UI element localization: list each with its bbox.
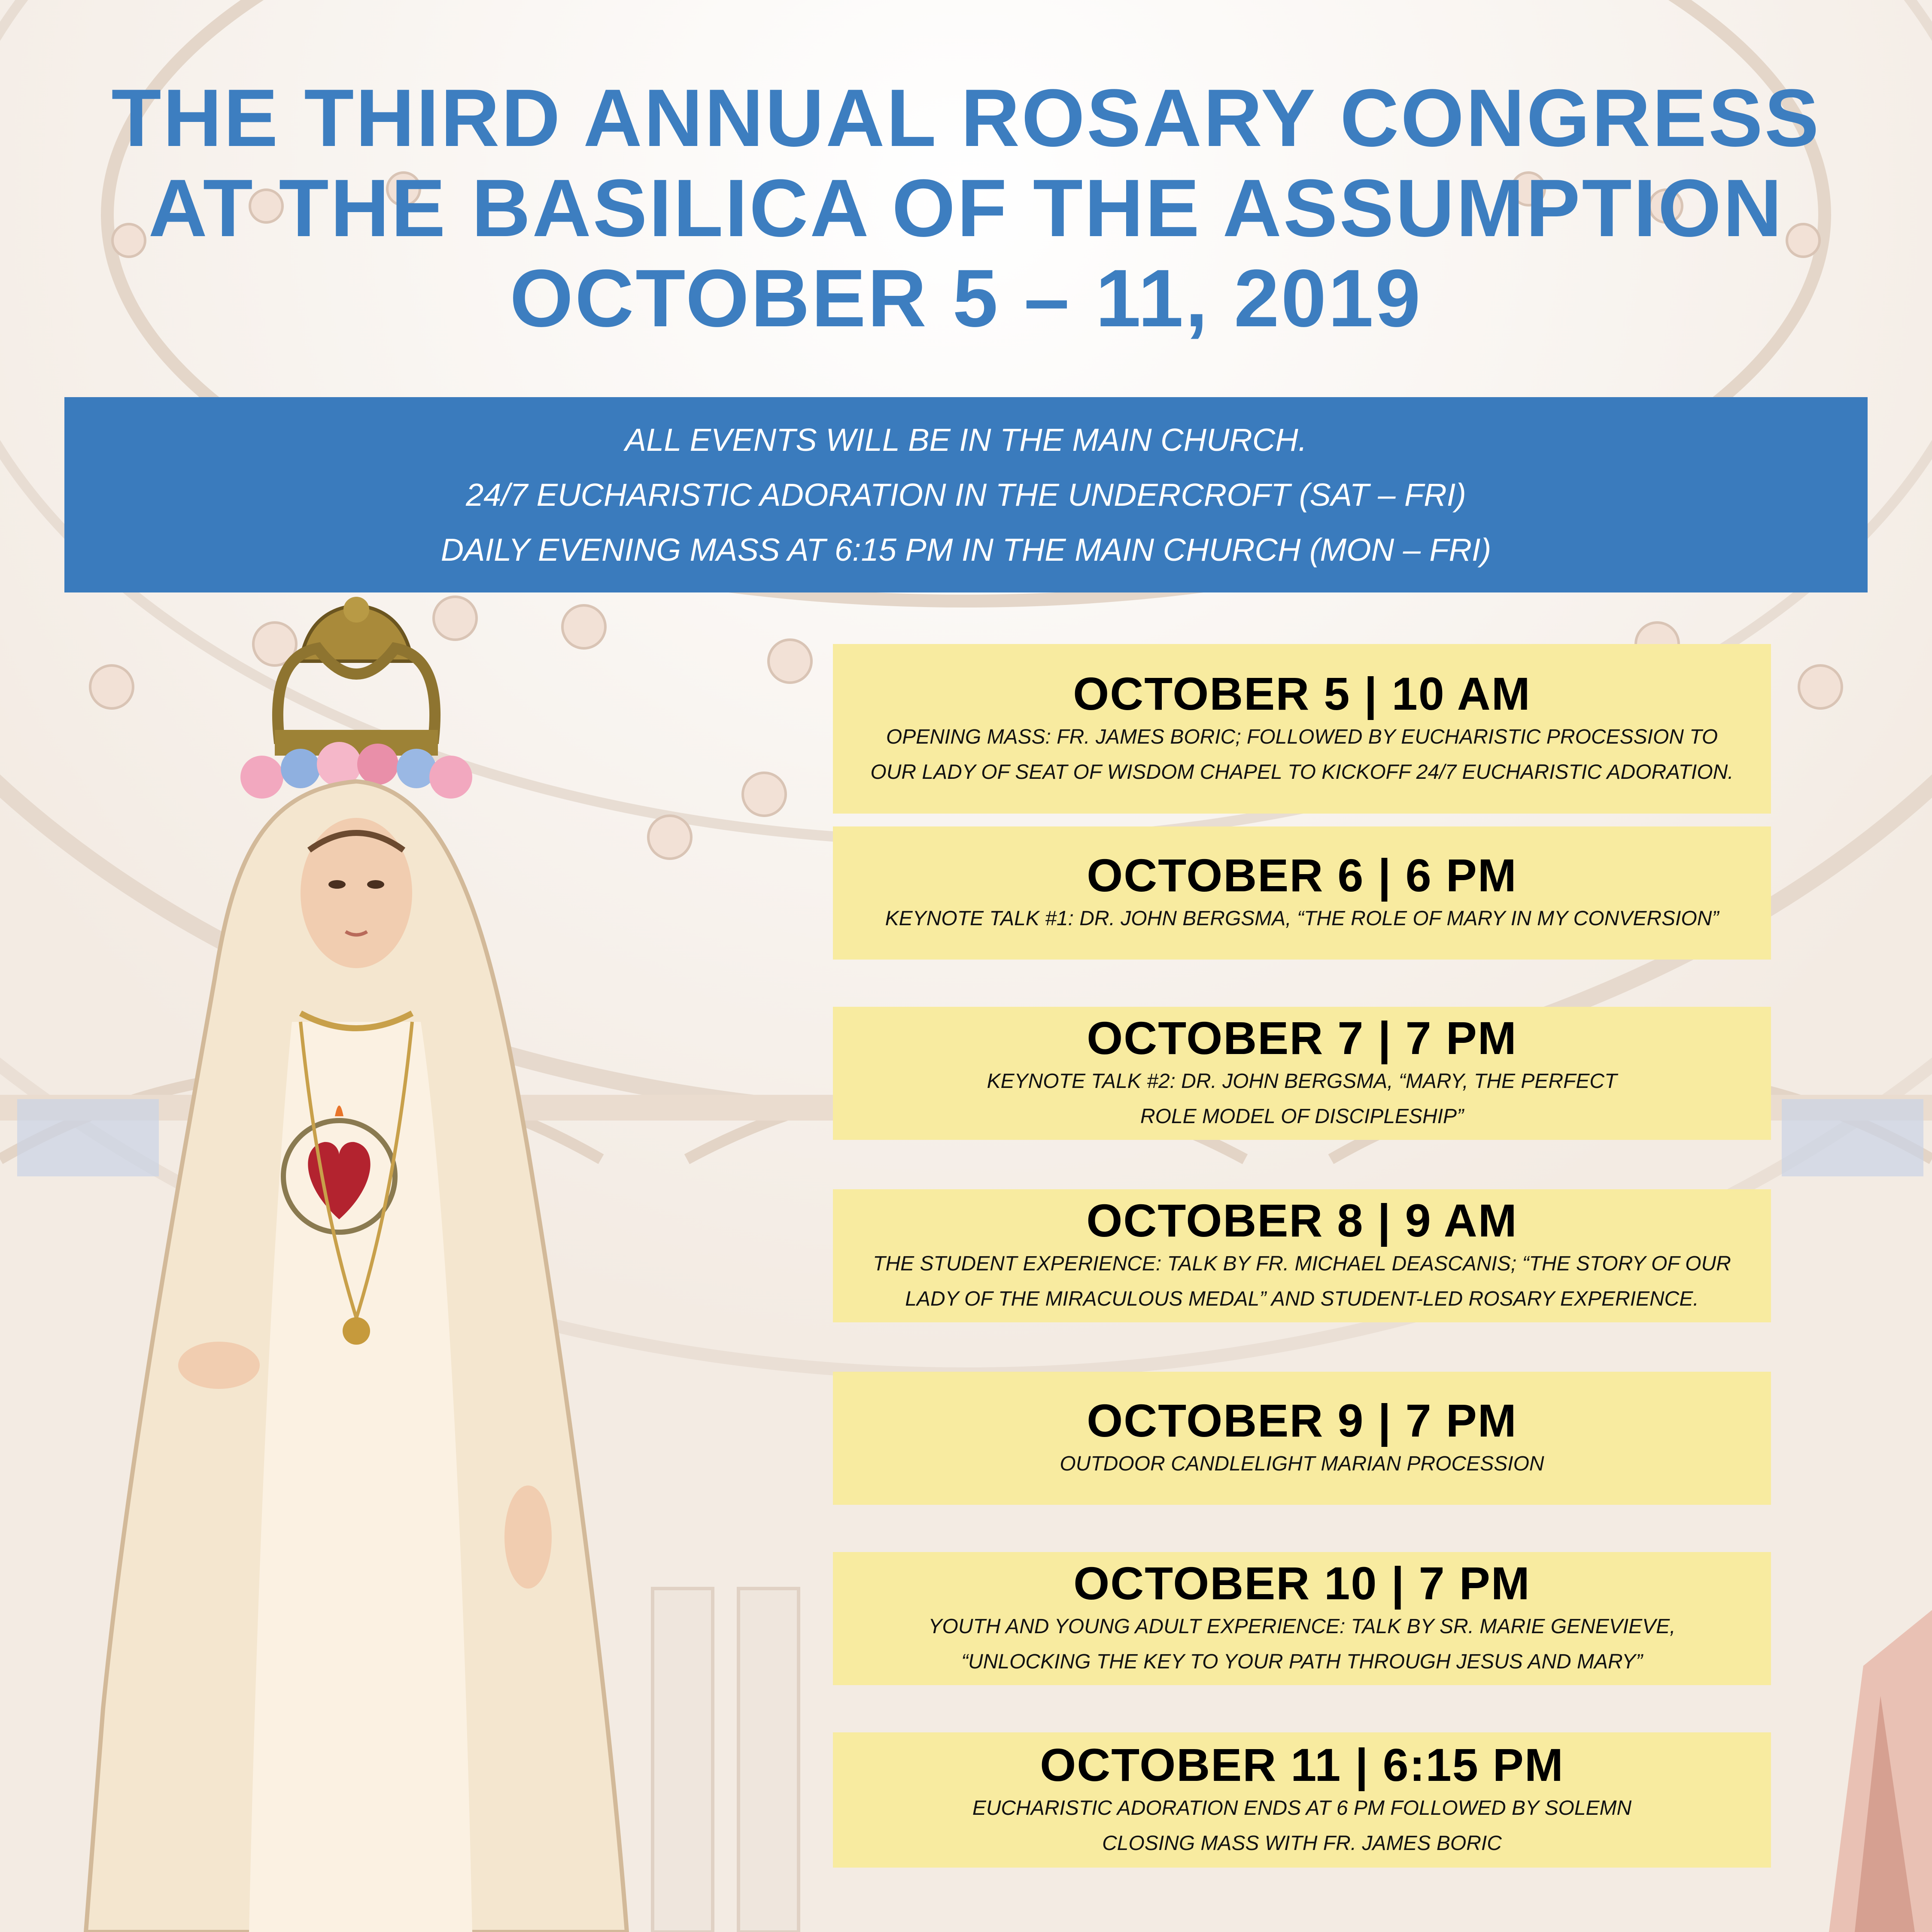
event-description-line-2: OUR LADY OF SEAT OF WISDOM CHAPEL TO KICKOFF 24/7 EUCHARISTIC ADORATION. bbox=[870, 760, 1734, 784]
event-october-7 bbox=[833, 1007, 1771, 1140]
event-october-11 bbox=[833, 1732, 1771, 1868]
event-description-line-1: OUTDOOR CANDLELIGHT MARIAN PROCESSION bbox=[1060, 1452, 1544, 1475]
event-description-line-1: YOUTH AND YOUNG ADULT EXPERIENCE: TALK BY SR. MARIE GENEVIEVE, bbox=[928, 1615, 1676, 1638]
our-lady-of-fatima-statue bbox=[77, 592, 635, 1932]
banner-line-2: 24/7 EUCHARISTIC ADORATION IN THE UNDERCROFT (SAT – FRI) bbox=[466, 477, 1466, 513]
event-october-10 bbox=[833, 1552, 1771, 1685]
event-description-line-1: OPENING MASS: FR. JAMES BORIC; FOLLOWED BY EUCHARISTIC PROCESSION TO bbox=[886, 725, 1718, 748]
event-october-9 bbox=[833, 1372, 1771, 1505]
title-line-3: OCTOBER 5 – 11, 2019 bbox=[510, 253, 1422, 344]
title-line-2: AT THE BASILICA OF THE ASSUMPTION bbox=[148, 163, 1784, 254]
title-line-1: THE THIRD ANNUAL ROSARY CONGRESS bbox=[111, 73, 1821, 164]
event-description-line-1: KEYNOTE TALK #1: DR. JOHN BERGSMA, “THE ROLE OF MARY IN MY CONVERSION” bbox=[885, 907, 1719, 930]
event-description-line-2: LADY OF THE MIRACULOUS MEDAL” AND STUDENT-LED ROSARY EXPERIENCE. bbox=[905, 1288, 1699, 1310]
event-description-line-2: “UNLOCKING THE KEY TO YOUR PATH THROUGH JESUS AND MARY” bbox=[961, 1650, 1643, 1673]
event-title: OCTOBER 9 | 7 PM bbox=[1087, 1394, 1517, 1446]
event-october-5 bbox=[833, 644, 1771, 814]
event-description-line-1: EUCHARISTIC ADORATION ENDS AT 6 PM FOLLOWED BY SOLEMN bbox=[972, 1796, 1632, 1820]
event-october-8 bbox=[833, 1189, 1771, 1322]
event-title: OCTOBER 5 | 10 AM bbox=[1073, 667, 1531, 720]
info-banner bbox=[64, 397, 1868, 592]
banner-line-1: ALL EVENTS WILL BE IN THE MAIN CHURCH. bbox=[625, 422, 1307, 458]
event-description-line-2: ROLE MODEL OF DISCIPLESHIP” bbox=[1140, 1105, 1464, 1128]
event-title: OCTOBER 8 | 9 AM bbox=[1086, 1194, 1518, 1246]
event-october-6 bbox=[833, 826, 1771, 960]
event-title: OCTOBER 11 | 6:15 PM bbox=[1040, 1738, 1564, 1791]
poster-title bbox=[0, 73, 1932, 343]
event-description-line-1: KEYNOTE TALK #2: DR. JOHN BERGSMA, “MARY, THE PERFECT bbox=[987, 1070, 1617, 1093]
event-title: OCTOBER 7 | 7 PM bbox=[1087, 1012, 1517, 1064]
event-title: OCTOBER 10 | 7 PM bbox=[1073, 1557, 1531, 1609]
event-title: OCTOBER 6 | 6 PM bbox=[1087, 849, 1517, 901]
banner-line-3: DAILY EVENING MASS AT 6:15 PM IN THE MAIN CHURCH (MON – FRI) bbox=[440, 532, 1492, 568]
event-description-line-2: CLOSING MASS WITH FR. JAMES BORIC bbox=[1102, 1832, 1502, 1855]
event-description-line-1: THE STUDENT EXPERIENCE: TALK BY FR. MICHAEL DEASCANIS; “THE STORY OF OUR bbox=[873, 1252, 1731, 1275]
